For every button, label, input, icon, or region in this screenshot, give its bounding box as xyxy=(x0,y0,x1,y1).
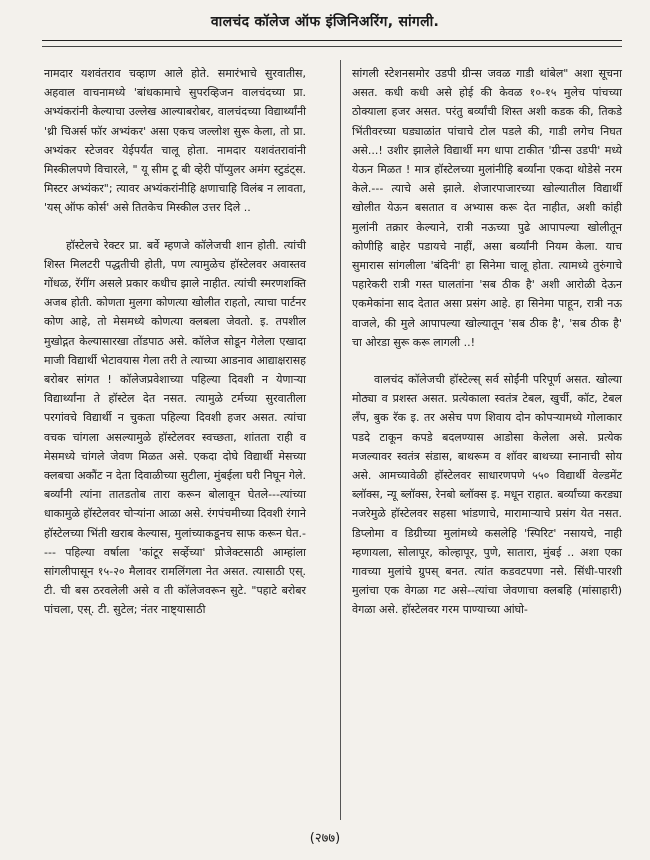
page-header xyxy=(0,0,650,44)
page-number: (२७७) xyxy=(309,831,341,846)
right-paragraph-1: सांगली स्टेशनसमोर उडपी ग्रीन्स जवळ गाडी थांबेल" अशा सूचना असत. कधी कधी असे होई की केवळ १०-१५ मुलेच पांचच्या ठोक्याला हजर असत. परंतु बर्व्यांची शिस्त अशी कडक की, तिकडे भिंतीवरच्या घड्याळांत पांचाचे टोल पडले की, गाडी लगेच निघत असे...! उशीर झालेले विद्यार्थी मग धापा टाकीत 'ग्रीन्स उडपी' मध्ये येऊन मिळत ! मात्र हॉस्टेलच्या मुलांनीहि बर्व्यांना एकदा थोडेसे नरम केले.--- त्याचे असे झाले. शेजारपाजारच्या खोल्यातील विद्यार्थी खोलीत येऊन बसतात व अभ्यास करू देत नाहीत, अशी कांही मुलांनी तक्रार केल्याने, रात्री नऊच्या पुढे आपापल्या खोलीतून कोणीहि बाहेर पडायचे नाहीं, असा बर्व्यांनी नियम केला. याच सुमारास सांगलीला 'बंदिनी' हा सिनेमा चालू होता. त्यामध्ये तुरुंगाचे पहारेकरी रात्री गस्त घालतांना 'सब ठीक है' अशी आरोळी देऊन एकमेकांना साद देतात असा प्रसंग आहे. हा सिनेमा पाहून, रात्री नऊ वाजले, की मुले आपापल्या खोल्यातून 'सब ठीक है', 'सब ठीक है' चा ओरडा सुरू करू लागली ..! xyxy=(352,67,622,349)
left-column xyxy=(44,64,306,620)
right-column xyxy=(352,64,622,620)
header-rule-top xyxy=(42,40,622,41)
column-divider xyxy=(340,60,341,820)
left-paragraph-1: नामदार यशवंतराव चव्हाण आले होते. समारंभाचे सुरवातीस, अहवाल वाचनामध्ये 'बांधकामाचे सुपरव्हिजन वालचंदच्या प्रा. अभ्यंकरांनी केल्याचा उल्लेख आल्याबरोबर, वालचंदच्या विद्यार्थ्यांनी 'थ्री चिअर्स फॉर अभ्यंकर' असा एकच जल्लोश सुरू केला, तो प्रा. अभ्यंकर स्टेजवर येईपर्यंत चालू होता. नामदार यशवंतरावांनी मिस्कीलपणे विचारले, " यू सीम टू बी व्हेरी पॉप्युलर अमंग स्टुडंट्स. मिस्टर अभ्यंकर"; त्यावर अभ्यंकरांनीहि क्षणाचाहि विलंब न लावता, 'यस् ऑफ कोर्स' असे तितकेच मिस्कील उत्तर दिले .. xyxy=(44,67,306,215)
header-title: वालचंद कॉलेज ऑफ इंजिनिअरिंग, सांगली. xyxy=(210,14,440,30)
left-paragraph-2: हॉस्टेलचे रेक्टर प्रा. बर्वे म्हणजे कॉलेजची शान होती. त्यांची शिस्त मिलटरी पद्धतीची होती, पण त्यामुळेच हॉस्टेलवर अवास्तव गोंधळ, रॅगींग असले प्रकार कधीच झाले नाहीत. त्यांची स्मरणशक्ति अजब होती. कोणता मुलगा कोणत्या खोलीत राहतो, त्याचा पार्टनर कोण आहे, तो मेसमध्ये कोणत्या क्लबला जेवतो. इ. तपशील मुखोद्गत केल्यासारखा तोंडपाठ असे. कॉलेज सोडून गेलेला एखादा माजी विद्यार्थी भेटावयास गेला तरी ते त्याच्या आडनाव आद्याक्षरासह बरोबर सांगत ! कॉलेजप्रवेशाच्या पहिल्या दिवशी न येणाऱ्या विद्यार्थ्यांना ते हॉस्टेल देत नसत. त्यामुळे टर्मच्या सुरवातीला परगांवचे विद्यार्थी न चुकता पहिल्या दिवशी हजर असत. त्यांचा वचक चांगला असल्यामुळे हॉस्टेलवर स्वच्छता, शांतता राही व मेसमध्ये चांगले जेवण मिळत असे. एकदा दोघे विद्यार्थी मेसच्या क्लबचा अकौंट न देता दिवाळीच्या सुटीला, मुंबईला घरी निघून गेले. बर्व्यांनी त्यांना तातडतोब तारा करून बोलावून घेतले---त्यांच्या धाकामुळे हॉस्टेलवर चोऱ्यांना आळा असे. रंगपंचमीच्या दिवशी रंगाने हॉस्टेलच्या भिंती खराब केल्यास, मुलांच्याकडूनच साफ करून घेत.---- पहिल्या वर्षाला 'कांटूर सर्व्हेच्या' प्रोजेक्टसाठी आम्हांला सांगलीपासून १५-२० मैलावर रामलिंगला नेत असत. त्यासाठी एस्. टी. ची बस ठरवलेली असे व ती कॉलेजवरून सुटे. "पहाटे बरोबर पांचला, एस्. टी. सुटेल; नंतर नाष्ट्यासाठी xyxy=(44,238,306,617)
header-rule-bottom xyxy=(42,46,622,47)
right-paragraph-2: वालचंद कॉलेजची हॉस्टेल्स् सर्व सोईंनी परिपूर्ण असत. खोल्या मोठ्या व प्रशस्त असत. प्रत्येकाला स्वतंत्र टेबल, खुर्ची, कॉट, टेबल लँप, बुक रॅक इ. तर असेच पण शिवाय दोन कोपऱ्यामध्ये गोलाकार पडदे टाकून कपडे बदलण्यास आडोसा केलेला असे. प्रत्येक मजल्यावर स्वतंत्र संडास, बाथरूम व शॉवर बाथच्या स्नानाची सोय असे. आमच्यावेळी हॉस्टेलवर साधारणपणे ५५० विद्यार्थी वेल्डमेंट ब्लॉक्स, न्यू ब्लॉक्स, रेनबो ब्लॉक्स इ. मधून राहात. बर्व्यांच्या करड्या नजरेमुळे हॉस्टेलवर सहसा भांडणाचे, मारामाऱ्याचे प्रसंग येत नसत. डिप्लोमा व डिग्रीच्या मुलांमध्ये कसलेहि 'स्पिरिट' नसायचे, नाही म्हणायला, सोलापूर, कोल्हापूर, पुणे, सातारा, मुंबई .. अशा एका गावच्या मुलांचे ग्रुपस् बनत. त्यांत कडवटपणा नसे. सिंधी-पारशी मुलांचा एक वेगळा गट असे--त्यांचा जेवणाचा क्लबहि (मांसाहारी) वेगळा असे. हॉस्टेलवर गरम पाण्याच्या आंघो- xyxy=(352,373,622,617)
